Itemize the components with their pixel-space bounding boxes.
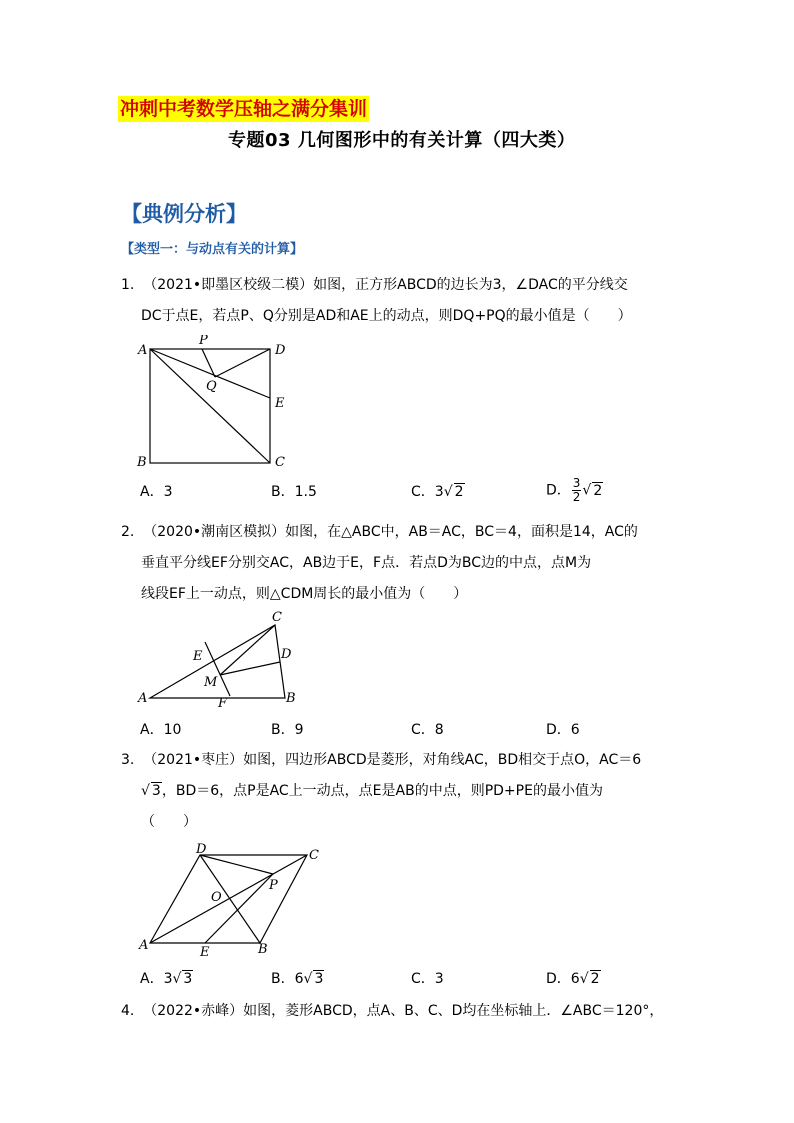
- label-a: A: [138, 343, 148, 358]
- label-m: M: [204, 675, 218, 690]
- question-2: [121, 517, 681, 610]
- label-d: D: [275, 343, 286, 358]
- question-text-line: 线段EF上一动点，则△CDM周长的最小值为（ ）: [141, 586, 468, 602]
- question-number: 1.: [121, 277, 135, 293]
- square-figure: [130, 335, 300, 475]
- segment-md: [220, 662, 280, 675]
- label-e: E: [275, 396, 285, 411]
- label-d: D: [281, 647, 292, 662]
- label-c: C: [275, 455, 285, 470]
- option-c[interactable]: C．8: [411, 722, 444, 738]
- topic-subtitle: 专题03 几何图形中的有关计算（四大类）: [228, 130, 576, 151]
- option-a[interactable]: A．3: [140, 484, 173, 500]
- question-text-line: 垂直平分线EF分别交AC，AB边于E，F点．若点D为BC边的中点，点M为: [141, 555, 592, 571]
- option-c[interactable]: C．3: [411, 971, 444, 987]
- question-text-line: （2020•潮南区模拟）如图，在△ABC中，AB＝AC，BC＝4，面积是14，AC的: [143, 524, 638, 540]
- label-b: B: [137, 455, 147, 470]
- option-b[interactable]: B．6√ 3: [271, 971, 324, 987]
- question-text-line: DC于点E，若点P、Q分别是AD和AE上的动点，则DQ+PQ的最小值是（ ）: [141, 308, 632, 324]
- label-p: P: [199, 335, 208, 348]
- question-text-line: （2021•枣庄）如图，四边形ABCD是菱形，对角线AC，BD相交于点O，AC＝6: [143, 752, 642, 768]
- option-a[interactable]: A．3√ 3: [140, 971, 193, 987]
- triangle-figure: [135, 610, 310, 710]
- segment-ep: [205, 874, 273, 943]
- segment-mc: [220, 625, 275, 675]
- label-p: P: [269, 878, 278, 893]
- option-d[interactable]: D．6: [546, 722, 580, 738]
- label-f: F: [218, 696, 228, 710]
- label-c: C: [309, 848, 319, 863]
- option-c[interactable]: C．3√ 2: [411, 484, 464, 500]
- option-a[interactable]: A．10: [140, 722, 182, 738]
- label-d: D: [196, 843, 207, 857]
- question-1: [121, 270, 681, 332]
- question-text-line: （ ）: [141, 814, 197, 830]
- label-c: C: [272, 610, 282, 625]
- label-o: O: [211, 890, 222, 905]
- label-e: E: [200, 945, 210, 960]
- label-a: A: [139, 938, 149, 953]
- section-title: 【典例分析】: [121, 202, 247, 226]
- options-3: [140, 968, 660, 990]
- question-4: [121, 996, 701, 1027]
- segment-qd: [215, 349, 270, 377]
- label-e: E: [193, 649, 203, 664]
- options-2: [140, 719, 660, 741]
- options-1: [140, 476, 660, 505]
- collection-banner: 冲刺中考数学压轴之满分集训: [120, 98, 368, 120]
- option-b[interactable]: B．1.5: [271, 484, 317, 500]
- question-number: 4.: [121, 1003, 135, 1019]
- triangle-abc: [150, 625, 285, 698]
- question-number: 3.: [121, 752, 135, 768]
- label-q: Q: [206, 379, 217, 394]
- rhombus-figure: [135, 843, 330, 961]
- question-number: 2.: [121, 524, 135, 540]
- question-text-line: （2021•即墨区校级二模）如图，正方形ABCD的边长为3，∠DAC的平分线交: [143, 277, 628, 293]
- question-text-line: ，BD＝6，点P是AC上一动点，点E是AB的中点，则PD+PE的最小值为: [161, 783, 603, 799]
- option-d[interactable]: D． $\frac{3}{2}$ √ 2: [546, 476, 603, 504]
- option-b[interactable]: B．9: [271, 722, 304, 738]
- label-a: A: [138, 691, 148, 706]
- label-b: B: [286, 691, 296, 706]
- question-text-line: （2022•赤峰）如图，菱形ABCD，点A、B、C、D均在坐标轴上．∠ABC＝120°，: [143, 1003, 664, 1019]
- option-d[interactable]: D．6√ 2: [546, 971, 600, 987]
- question-3: 3. （2021•枣庄）如图，四边形ABCD是菱形，对角线AC，BD相交于点O，AC＝6 √ 3，BD＝6，点P是AC上一动点，点E是AB的中点，则PD+PE的最小值为 （ ）: [121, 752, 642, 830]
- label-b: B: [258, 942, 268, 957]
- type-heading: 【类型一：与动点有关的计算】: [121, 242, 304, 257]
